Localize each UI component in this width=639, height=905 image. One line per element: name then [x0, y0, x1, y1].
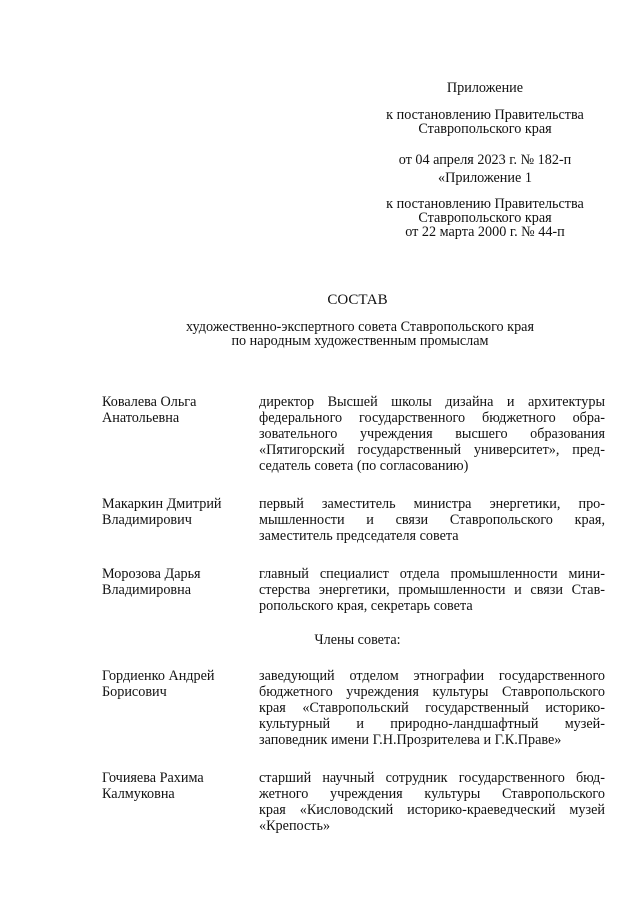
- decree-date-block: [360, 151, 610, 187]
- orig-decree-date: от 22 марта 2000 г. № 44-п: [405, 224, 565, 240]
- appendix-header: [360, 80, 610, 96]
- appendix-1-label: «Приложение 1: [438, 170, 532, 186]
- person-name: Морозова Дарья Владимировна: [102, 566, 201, 598]
- orig-decree-line-1: к постановлению Правительства: [386, 196, 584, 212]
- person-name: Ковалева Ольга Анатольевна: [102, 394, 197, 426]
- appendix-label: Приложение: [446, 80, 524, 96]
- person-role: главный специалист отдела промышленности мини- стерства энергетики, промышленности и связи Став- ропольского края, секретарь совета: [259, 566, 605, 614]
- decree-date: от 04 апреля 2023 г. № 182-п: [398, 152, 572, 168]
- person-name: Гочияева Рахима Калмуковна: [102, 770, 204, 802]
- decree-line-2: Ставропольского края: [418, 121, 552, 137]
- orig-decree-line-2: Ставропольского края: [418, 210, 552, 226]
- person-role: заведующий отделом этнографии государственного бюджетного учреждения культуры Ставропольского края «Ставропольский государственный историко- культурный и природно-ландшафтный музей- заповедник имени Г.Н.Прозрителева и Г.К.Праве»: [259, 668, 605, 748]
- document-subtitle: [100, 320, 620, 348]
- person-role: первый заместитель министра энергетики, про- мышленности и связи Ставропольского края, заместитель председателя совета: [259, 496, 605, 544]
- original-decree-reference: [360, 197, 610, 239]
- person-name: Гордиенко Андрей Борисович: [102, 668, 215, 700]
- members-heading: Члены совета:: [314, 632, 401, 648]
- document-title: СОСТАВ: [327, 292, 388, 308]
- person-role: старший научный сотрудник государственного бюд- жетного учреждения культуры Ставропольского края «Кисловодский историко-краеведческий музей «Крепость»: [259, 770, 605, 834]
- decree-line-1: к постановлению Правительства: [386, 107, 584, 123]
- subtitle-line-1: художественно-экспертного совета Ставропольского края: [186, 319, 534, 335]
- person-name: Макаркин Дмитрий Владимирович: [102, 496, 222, 528]
- decree-reference: [360, 108, 610, 136]
- person-role: директор Высшей школы дизайна и архитектуры федерального государственного бюджетного обра- зовательного учреждения высшего образования «Пятигорский государственный университет», пред- седатель совета (по согласованию): [259, 394, 605, 474]
- subtitle-line-2: по народным художественным промыслам: [231, 333, 489, 349]
